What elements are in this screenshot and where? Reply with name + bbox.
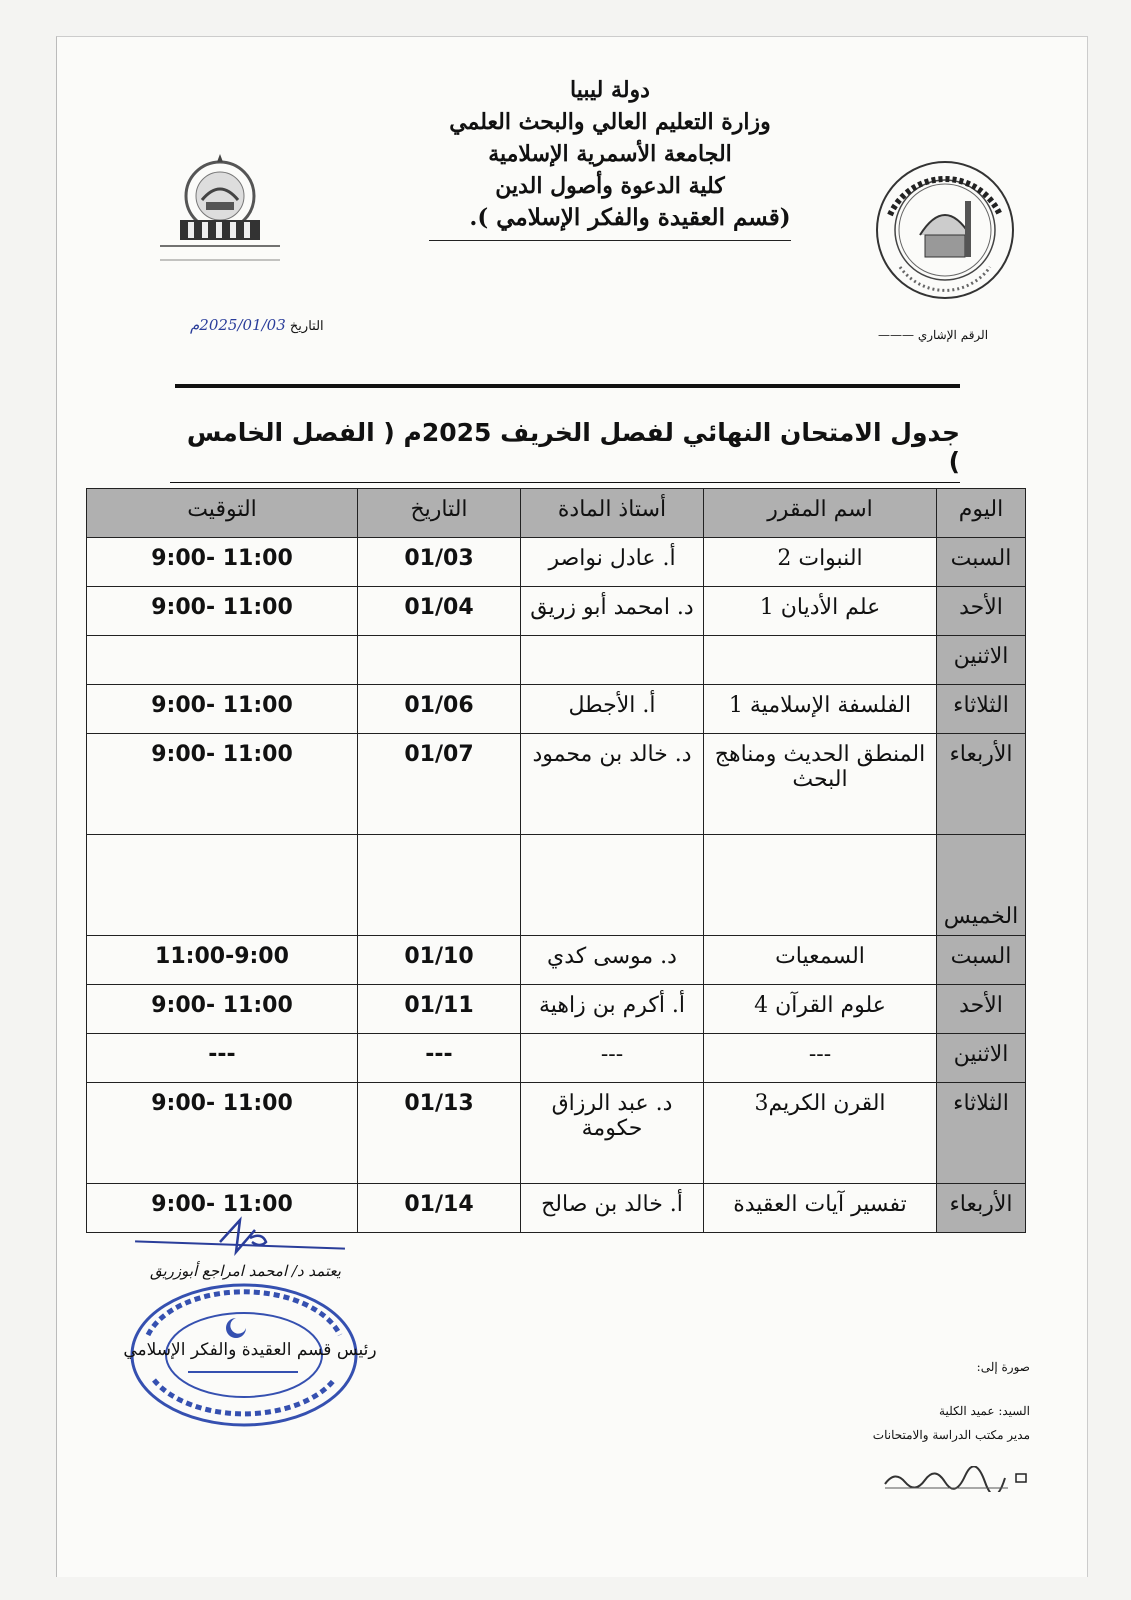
faculty-line: كلية الدعوة وأصول الدين [495,173,725,199]
copies-to [860,1355,1030,1447]
cell-professor: د. موسى كدي [521,936,704,985]
cell-professor: أ. عادل نواصر [521,538,704,587]
header-course: اسم المقرر [704,489,937,538]
copies-label: صورة إلى: [976,1360,1030,1374]
header-day: اليوم [937,489,1026,538]
copy-recipient-exams: مدير مكتب الدراسة والامتحانات [872,1428,1030,1442]
cell-day: الأحد [937,985,1026,1034]
cell-day: السبت [937,538,1026,587]
cell-day: الاثنين [937,636,1026,685]
cell-time: 11:00 -9:00 [87,538,358,587]
cell-day: الخميس [937,835,1026,936]
cell-professor: د. عبد الرزاق حكومة [521,1083,704,1184]
cell-professor [521,636,704,685]
page-title: جدول الامتحان النهائي لفصل الخريف 2025م ( الفصل الخامس ) [170,418,960,483]
faculty-logo-icon [150,148,290,268]
cell-professor: د. خالد بن محمود [521,734,704,835]
exam-schedule-table [86,488,1026,1233]
cell-time [87,835,358,936]
cell-date: 01/06 [358,685,521,734]
cell-date [358,835,521,936]
table-header-row [87,489,1026,538]
university-seal-icon [870,155,1020,305]
cell-day: الأربعاء [937,734,1026,835]
table-row [87,685,1026,734]
cell-professor: أ. أكرم بن زاهية [521,985,704,1034]
cell-professor [521,835,704,936]
cell-date: --- [358,1034,521,1083]
cell-day: الأربعاء [937,1184,1026,1233]
cell-day: الثلاثاء [937,685,1026,734]
ministry-line: وزارة التعليم العالي والبحث العلمي [449,109,771,135]
cell-course: علم الأديان 1 [704,587,937,636]
table-row [87,587,1026,636]
cell-time [87,636,358,685]
cell-day: السبت [937,936,1026,985]
table-row [87,835,1026,936]
cell-course [704,636,937,685]
cell-professor: --- [521,1034,704,1083]
cell-course: المنطق الحديث ومناهج البحث [704,734,937,835]
university-line: الجامعة الأسمرية الإسلامية [488,141,732,167]
footer-mark-icon [880,1466,1030,1492]
cell-date: 01/11 [358,985,521,1034]
table-row [87,936,1026,985]
cell-time: 11:00 -9:00 [87,685,358,734]
cell-time: 11:00-9:00 [87,936,358,985]
header-date: التاريخ [358,489,521,538]
reference-number: الرقم الإشاري ——— [878,328,989,342]
cell-professor: د. امحمد أبو زريق [521,587,704,636]
cell-course: القرن الكريم3 [704,1083,937,1184]
copy-recipient-dean: السيد: عميد الكلية [939,1404,1030,1418]
cell-course: النبوات 2 [704,538,937,587]
table-row [87,734,1026,835]
approval-text: يعتمد د/ امحمد امراجع أبوزريق [150,1262,341,1280]
header-divider [175,384,960,388]
country-line: دولة ليبيا [570,77,650,103]
cell-date: 01/04 [358,587,521,636]
cell-time: 11:00 -9:00 [87,587,358,636]
date-label: التاريخ [289,319,324,334]
issue-date [190,316,324,334]
signature-icon [200,1212,290,1262]
header-time: التوقيت [87,489,358,538]
table-row [87,538,1026,587]
cell-time: 11:00 -9:00 [87,985,358,1034]
cell-date [358,636,521,685]
cell-day: الاثنين [937,1034,1026,1083]
cell-date: 01/13 [358,1083,521,1184]
cell-course: علوم القرآن 4 [704,985,937,1034]
cell-course: السمعيات [704,936,937,985]
cell-professor: أ. خالد بن صالح [521,1184,704,1233]
cell-date: 01/07 [358,734,521,835]
cell-day: الأحد [937,587,1026,636]
date-value: 2025/01/03م [190,316,286,334]
cell-course: الفلسفة الإسلامية 1 [704,685,937,734]
cell-date: 01/03 [358,538,521,587]
table-row [87,636,1026,685]
table-row [87,1083,1026,1184]
cell-day: الثلاثاء [937,1083,1026,1184]
letterhead [380,74,840,241]
cell-time: 11:00 -9:00 [87,734,358,835]
cell-date: 01/10 [358,936,521,985]
cell-professor: أ. الأجطل [521,685,704,734]
cell-course [704,835,937,936]
department-line: (قسم العقيدة والفكر الإسلامي ). [429,202,790,241]
table-row [87,985,1026,1034]
department-head-title: رئيس قسم العقيدة والفكر الإسلامي [123,1340,377,1360]
cell-time: 11:00 -9:00 [87,1184,358,1233]
cell-time: 11:00 -9:00 [87,1083,358,1184]
table-row [87,1034,1026,1083]
cell-course: --- [704,1034,937,1083]
cell-time: --- [87,1034,358,1083]
cell-date: 01/14 [358,1184,521,1233]
cell-course: تفسير آيات العقيدة [704,1184,937,1233]
header-professor: أستاذ المادة [521,489,704,538]
